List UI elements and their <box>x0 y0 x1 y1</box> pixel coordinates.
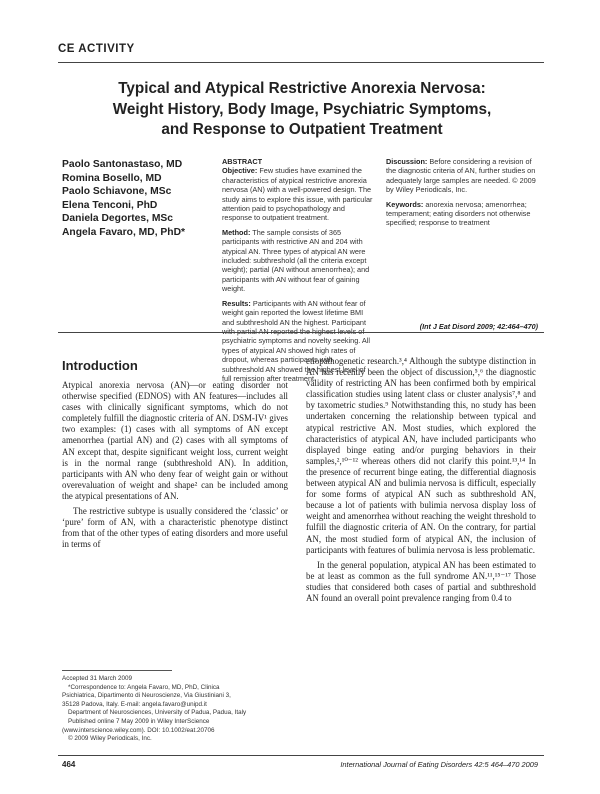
objective-text: Few studies have examined the characteristics of atypical restrictive anorexia nervosa (AN) with a well-powered design. The study aims to explore this issue, with particular attention paid to psychopathology and response to outpatient treatment. <box>222 166 373 223</box>
section-heading: Introduction <box>62 358 138 373</box>
paragraph: Atypical anorexia nervosa (AN)—or eating disorder not otherwise specified (EDNOS) with AN features—includes all cases with clinically significant symptoms, which do not completely fulfill the diagnostic criteria of AN. DSM-IV¹ gives two examples: (1) cases with all symptoms of AN except amenorrhea (partial AN) and (2) cases with all symptoms of AN except that, despite significant weight loss, current weight is in the normal range (subthreshold AN). In addition, participants with AN who deny fear of weight gain or without overevaluation of weight and shape² can be included among the atypical presentations of AN. <box>62 380 288 501</box>
author-list <box>62 158 185 239</box>
section-label: CE ACTIVITY <box>58 43 135 55</box>
discussion-text: Before considering a revision of the diagnostic criteria of AN, further studies on adequately large samples are needed. © 2009 by Wiley Periodicals, Inc. <box>386 157 536 195</box>
abstract-rule <box>58 332 544 333</box>
title-line: and Response to Outpatient Treatment <box>161 121 443 138</box>
author: Paolo Santonastaso, MD <box>62 159 183 170</box>
author: Daniela Degortes, MSc <box>62 213 174 224</box>
running-footer: International Journal of Eating Disorders 42:5 464–470 2009 <box>340 760 538 769</box>
keywords-text: anorexia nervosa; amenorrhea; temperament; eating disorders not otherwise specified; response to treatment <box>386 199 531 228</box>
journal-citation: (Int J Eat Disord 2009; 42:464–470) <box>419 322 538 331</box>
abstract-column-left <box>222 157 376 388</box>
footnote-line: Department of Neurosciences, University of Padua, Padua, Italy <box>68 709 247 717</box>
paragraph: The restrictive subtype is usually considered the ‘classic’ or ‘pure’ form of AN, with a characteristic phenotype distinct from that of the other types of eating disorders and more useful in terms of <box>62 506 288 550</box>
footnote-line: 35128 Padova, Italy. E-mail: angela.favaro@unipd.it <box>62 700 207 708</box>
footnotes <box>62 675 292 744</box>
method-label: Method: <box>222 227 251 237</box>
keywords-label: Keywords: <box>386 199 424 209</box>
objective-label: Objective: <box>222 166 258 176</box>
abstract-discussion <box>386 157 540 195</box>
footnote-line: Published online 7 May 2009 in Wiley InterScience <box>68 717 210 725</box>
footnote-line: Accepted 31 March 2009 <box>62 675 133 682</box>
abstract-objective <box>222 166 376 222</box>
author: Paolo Schiavone, MSc <box>62 186 172 197</box>
abstract-keywords <box>386 200 540 228</box>
abstract-column-right <box>386 157 540 233</box>
footnote-rule <box>62 670 172 671</box>
abstract-method <box>222 228 376 294</box>
title-line: Typical and Atypical Restrictive Anorexia Nervosa: <box>118 80 486 97</box>
paragraph: etiopathogenetic research.³,⁴ Although the subtype distinction in AN has recently been the object of discussion,⁵,⁶ the diagnostic validity of restricting AN has been confirmed both by empirical classification studies using latent class or cluster analysis⁷,⁸ and by taxometric studies.⁹ Notwithstanding this, no study has been undertaken concerning the relationship between typical and atypical restrictive AN. Most studies, which explored the characteristics of atypical AN, have included participants who displayed binge eating and/or purging behaviors in their samples,²,¹⁰⁻¹² whereas others did not clarify this point.¹³,¹⁴ In the presence of recurrent binge eating, the differential diagnosis between atypical AN and bulimia nervosa is difficult, especially for some forms of atypical AN such as subthreshold AN, because a lot of patients with bulimia nervosa display loss of weight and amenorrhea without reaching the weight threshold to fulfill the diagnostic criteria of AN. On the contrary, for partial AN, the most studied form of atypical AN, the inclusion of participants with features of bulimia nervosa is less problematic. <box>306 356 536 555</box>
footnote-line: *Correspondence to: Angela Favaro, MD, PhD, Clinica <box>68 683 220 691</box>
title-line: Weight History, Body Image, Psychiatric Symptoms, <box>112 100 492 118</box>
results-text: Participants with AN without fear of weight gain reported the lowest lifetime BMI and subthreshold AN the highest. Participant with partial AN reported the highest levels of psychiatric symptoms and novelty seeking. All types of atypical AN showed high rates of dropout, whereas participants with subthreshold AN showed the highest level of full remission after treatment. <box>222 298 371 383</box>
abstract-heading: ABSTRACT <box>222 157 263 166</box>
author: Angela Favaro, MD, PhD* <box>62 226 186 238</box>
paragraph: In the general population, atypical AN has been estimated to be at least as common as the full syndrome AN.¹¹,¹⁵⁻¹⁷ Those studies that considered both cases of partial and subthreshold AN found an overall point prevalence ranging from 0.4 to <box>306 559 536 603</box>
body-column-right <box>306 356 536 604</box>
discussion-label: Discussion: <box>386 157 428 166</box>
results-label: Results: <box>222 298 251 308</box>
article-title <box>60 79 544 141</box>
method-text: The sample consists of 365 participants with restrictive AN and 204 with atypical AN. Three types of atypical AN were included: subthreshold (all the criteria except weight); partial (AN without amenorrhea); and participants with AN without fear of gaining weight. <box>222 227 370 294</box>
footer-rule <box>58 755 544 756</box>
author: Romina Bosello, MD <box>62 172 162 184</box>
body-column-left <box>62 380 288 550</box>
footnote-line: Psichiatrica, Dipartimento di Neuroscienze, Via Giustiniani 3, <box>62 692 231 700</box>
author: Elena Tenconi, PhD <box>62 199 158 211</box>
footnote-line: © 2009 Wiley Periodicals, Inc. <box>68 735 152 743</box>
header-rule <box>58 62 544 63</box>
footnote-line: (www.interscience.wiley.com). DOI: 10.1002/eat.20706 <box>62 726 215 734</box>
page-number: 464 <box>62 760 76 769</box>
